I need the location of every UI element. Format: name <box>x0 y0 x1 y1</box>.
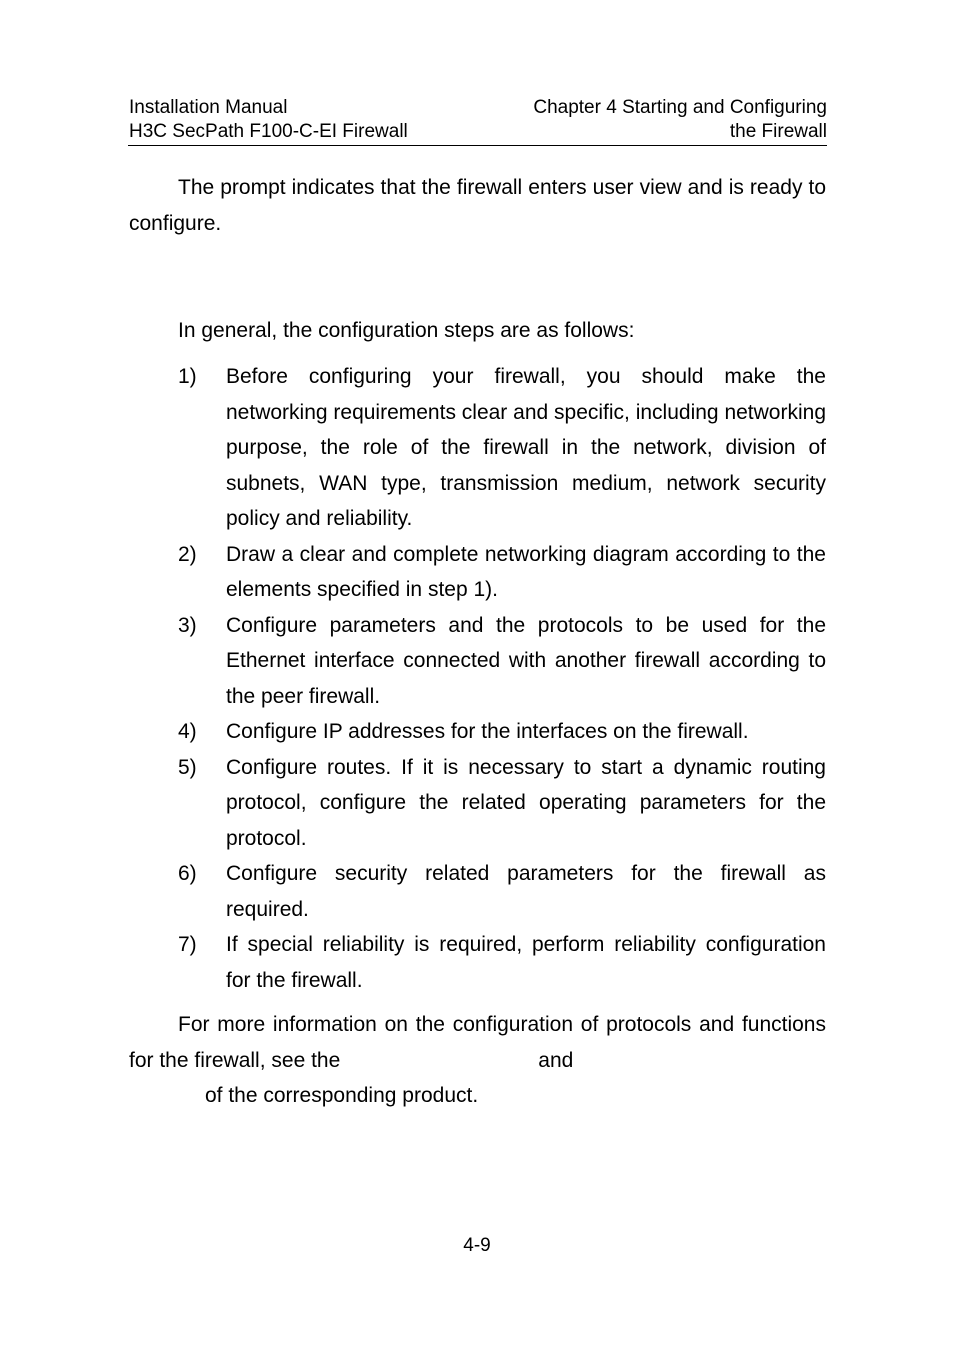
more-info-paragraph <box>129 1007 826 1114</box>
step-number: 2) <box>178 542 197 566</box>
steps-intro: In general, the configuration steps are as follows: <box>178 319 635 342</box>
header-left <box>129 96 408 144</box>
step-number: 3) <box>178 613 197 637</box>
page-header <box>128 96 827 146</box>
step-text: Before configuring your firewall, you should make the networking requirements clear and specific, including networking purpose, the role of the firewall in the network, division of subnets, WAN type, transmission medium, network security policy and reliability. <box>226 365 826 530</box>
list-item <box>178 714 826 750</box>
more-info-tail: of the corresponding product. <box>205 1084 479 1107</box>
chapter-title-line2: the Firewall <box>729 121 827 142</box>
step-number: 5) <box>178 755 197 779</box>
list-item <box>178 537 826 608</box>
step-text: Draw a clear and complete networking diagram according to the elements specified in step 1). <box>226 542 826 601</box>
page-number: 4-9 <box>463 1235 491 1256</box>
configuration-steps-list <box>178 359 826 998</box>
step-number: 7) <box>178 933 197 956</box>
step-number: 6) <box>178 862 197 885</box>
manual-title: Installation Manual <box>129 97 288 118</box>
list-item <box>178 927 826 998</box>
product-name: H3C SecPath F100-C-EI Firewall <box>129 121 408 142</box>
step-text: If special reliability is required, perform reliability configuration for the firewall. <box>226 933 826 992</box>
step-number: 4) <box>178 720 197 743</box>
step-number: 1) <box>178 365 197 388</box>
step-text: Configure security related parameters for the firewall as required. <box>226 862 826 921</box>
more-info-text: For more information on the configuration of protocols and functions for the firewall, see the <box>129 1013 826 1072</box>
list-item <box>178 359 826 537</box>
step-text: Configure routes. If it is necessary to start a dynamic routing protocol, configure the related operating parameters for the protocol. <box>226 755 826 850</box>
more-info-and: and <box>538 1048 574 1072</box>
prompt-paragraph: The prompt indicates that the firewall enters user view and is ready to configure. <box>129 176 826 235</box>
list-item <box>178 750 826 857</box>
step-text: Configure IP addresses for the interfaces on the firewall. <box>226 720 749 743</box>
step-text: Configure parameters and the protocols to be used for the Ethernet interface connected with another firewall according to the peer firewall. <box>226 613 826 708</box>
list-item <box>178 608 826 715</box>
header-right <box>533 96 827 144</box>
chapter-title-line1: Chapter 4 Starting and Configuring <box>533 97 827 118</box>
list-item <box>178 856 826 927</box>
